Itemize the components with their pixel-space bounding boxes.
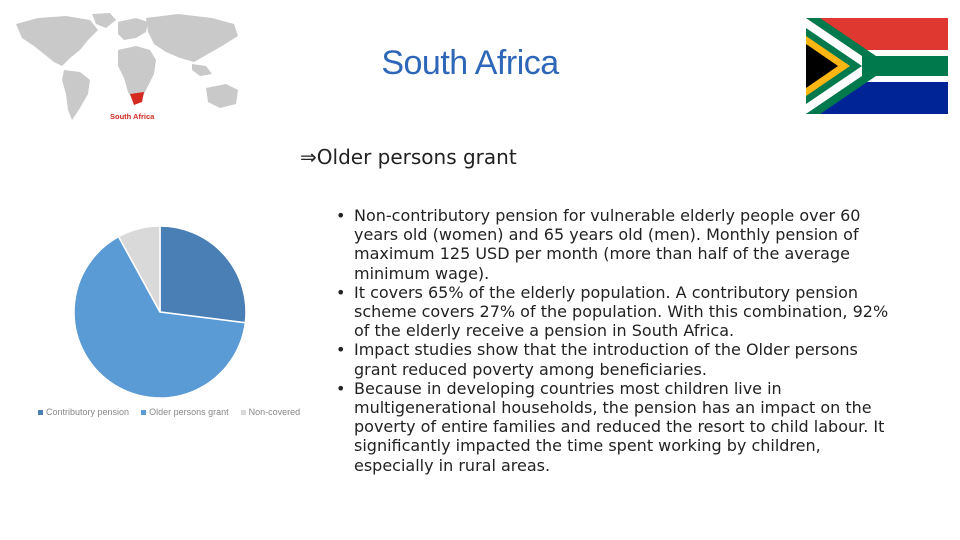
south-africa-highlight: [130, 92, 144, 105]
legend-swatch-older-persons: [141, 410, 146, 415]
legend-swatch-non-covered: [241, 410, 246, 415]
subheading-text: Older persons grant: [316, 145, 517, 169]
bullet-item: • Non-contributory pension for vulnerable elderly people over 60 years old (women) and 65 years old (men). Monthly pension of maximum 125 USD per month (more than half of the average minimum wage).: [334, 206, 904, 283]
map-label: South Africa: [110, 112, 155, 121]
legend-swatch-contributory: [38, 410, 43, 415]
legend-label-older-persons: Older persons grant: [149, 407, 229, 417]
slide-title: South Africa: [381, 44, 559, 82]
legend-label-non-covered: Non-covered: [248, 407, 301, 417]
bullet-item: • Because in developing countries most children live in multigenerational households, the pension has an impact on the poverty of entire families and reduced the resort to child labour. It significantly impacted the time spent working by children, especially in rural areas.: [334, 379, 904, 475]
bullet-item: • It covers 65% of the elderly population. A contributory pension scheme covers 27% of the population. With this combination, 92% of the elderly receive a pension in South Africa.: [334, 283, 904, 341]
pie-chart: [70, 222, 250, 402]
bullet-item: • Impact studies show that the introduction of the Older persons grant reduced poverty among beneficiaries.: [334, 340, 904, 378]
subheading: [300, 145, 517, 169]
chart-legend: [38, 404, 301, 420]
legend-label-contributory: Contributory pension: [46, 407, 130, 417]
legend-item-contributory: [38, 407, 129, 417]
legend-item-non-covered: [241, 407, 301, 417]
pie-slice-contributory: [160, 226, 246, 323]
south-africa-flag-icon: [806, 18, 948, 114]
legend-item-older-persons: [141, 407, 229, 417]
implies-arrow-icon: ⇒: [300, 145, 317, 169]
bullet-list: [334, 206, 904, 475]
world-map-image: [8, 10, 248, 128]
